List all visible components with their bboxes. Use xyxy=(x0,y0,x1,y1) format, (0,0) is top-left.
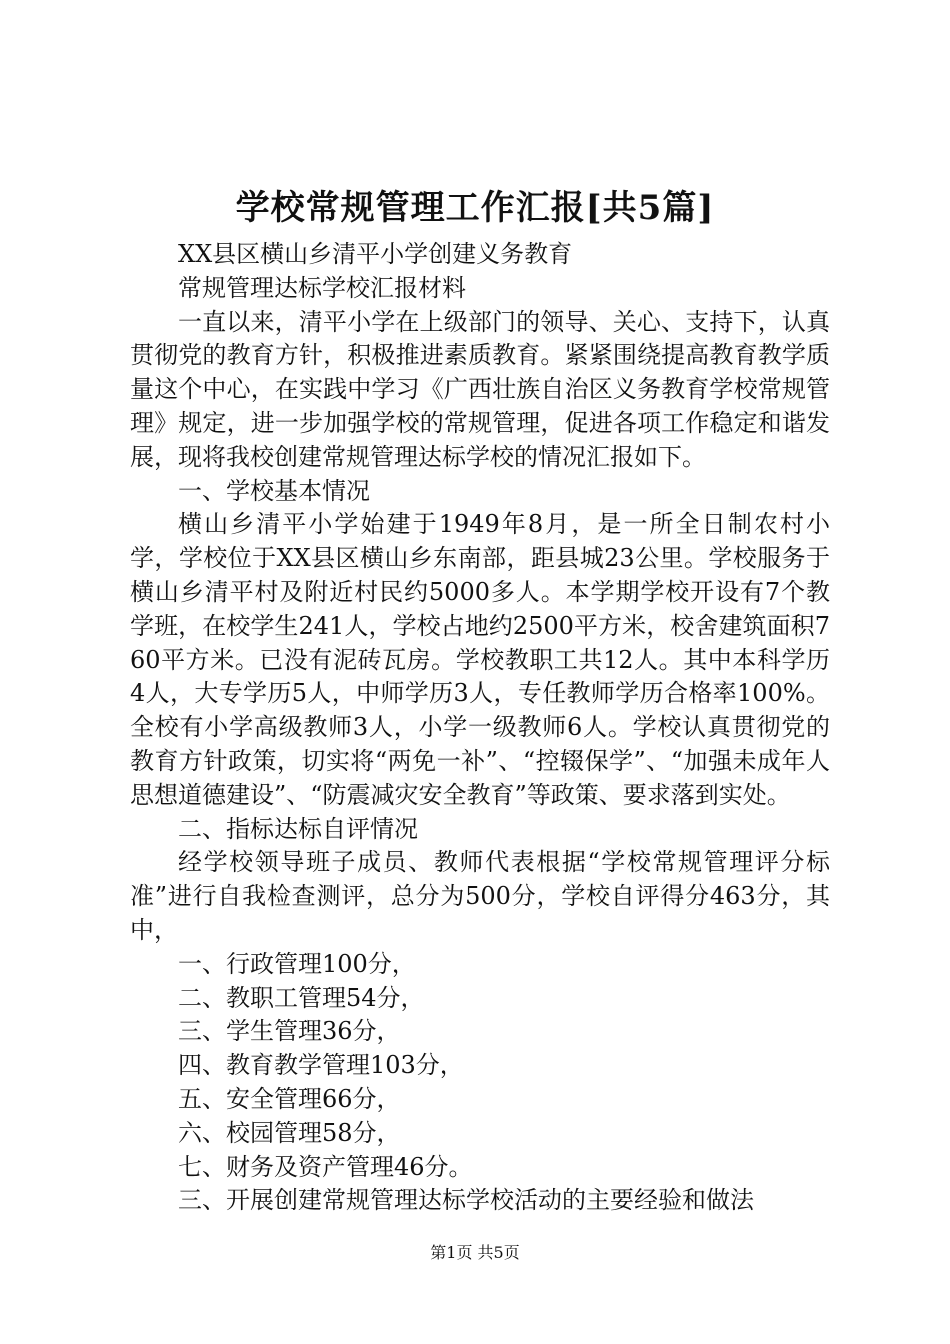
document-title: 学校常规管理工作汇报[共5篇] xyxy=(235,188,715,228)
score-item-teaching: 四、教育教学管理103分， xyxy=(178,1051,464,1080)
paragraph-self-evaluation: 经学校领导班子成员、教师代表根据“学校常规管理评分标准”进行自我检查测评，总分为500分，学校自评得分463分，其中， xyxy=(130,848,830,944)
paragraph-school-heading-1: XX县区横山乡清平小学创建义务教育 xyxy=(178,240,573,268)
paragraph-school-heading-2: 常规管理达标学校汇报材料 xyxy=(178,273,466,302)
score-item-finance: 七、财务及资产管理46分。 xyxy=(178,1152,473,1181)
score-item-administration: 一、行政管理100分， xyxy=(178,949,416,978)
section-heading-experience: 三、开展创建常规管理达标学校活动的主要经验和做法 xyxy=(178,1186,754,1215)
score-item-students: 三、学生管理36分， xyxy=(178,1017,401,1046)
paragraph-introduction: 一直以来，清平小学在上级部门的领导、关心、支持下，认真贯彻党的教育方针，积极推进素质教育。紧紧围绕提高教育教学质量这个中心，在实践中学习《广西壮族自治区义务教育学校常规管理》规定，进一步加强学校的常规管理，促进各项工作稳定和谐发展，现将我校创建常规管理达标学校的情况汇报如下。 xyxy=(130,307,830,471)
score-item-safety: 五、安全管理66分， xyxy=(178,1084,401,1113)
section-heading-basic-info: 一、学校基本情况 xyxy=(178,476,370,505)
score-item-campus: 六、校园管理58分， xyxy=(178,1118,401,1147)
score-item-staff: 二、教职工管理54分， xyxy=(178,983,425,1012)
paragraph-basic-info: 横山乡清平小学始建于1949年8月，是一所全日制农村小学，学校位于XX县区横山乡东南部，距县城23公里。学校服务于横山乡清平村及附近村民约5000多人。本学期学校开设有7个教学班，在校学生241人，学校占地约2500平方米，校舍建筑面积760平方米。已没有泥砖瓦房。学校教职工共12人。其中本科学历4人，大专学历5人，中师学历3人，专任教师学历合格率100%。全校有小学高级教师3人，小学一级教师6人。学校认真贯彻党的教育方针政策，切实将“两免一补”、“控辍保学”、“加强未成年人思想道德建设”、“防震减灾安全教育”等政策、要求落到实处。 xyxy=(130,510,830,809)
page-number-footer: 第1页 共5页 xyxy=(430,1243,520,1262)
document-body xyxy=(130,238,830,1218)
section-heading-self-evaluation: 二、指标达标自评情况 xyxy=(178,814,418,843)
